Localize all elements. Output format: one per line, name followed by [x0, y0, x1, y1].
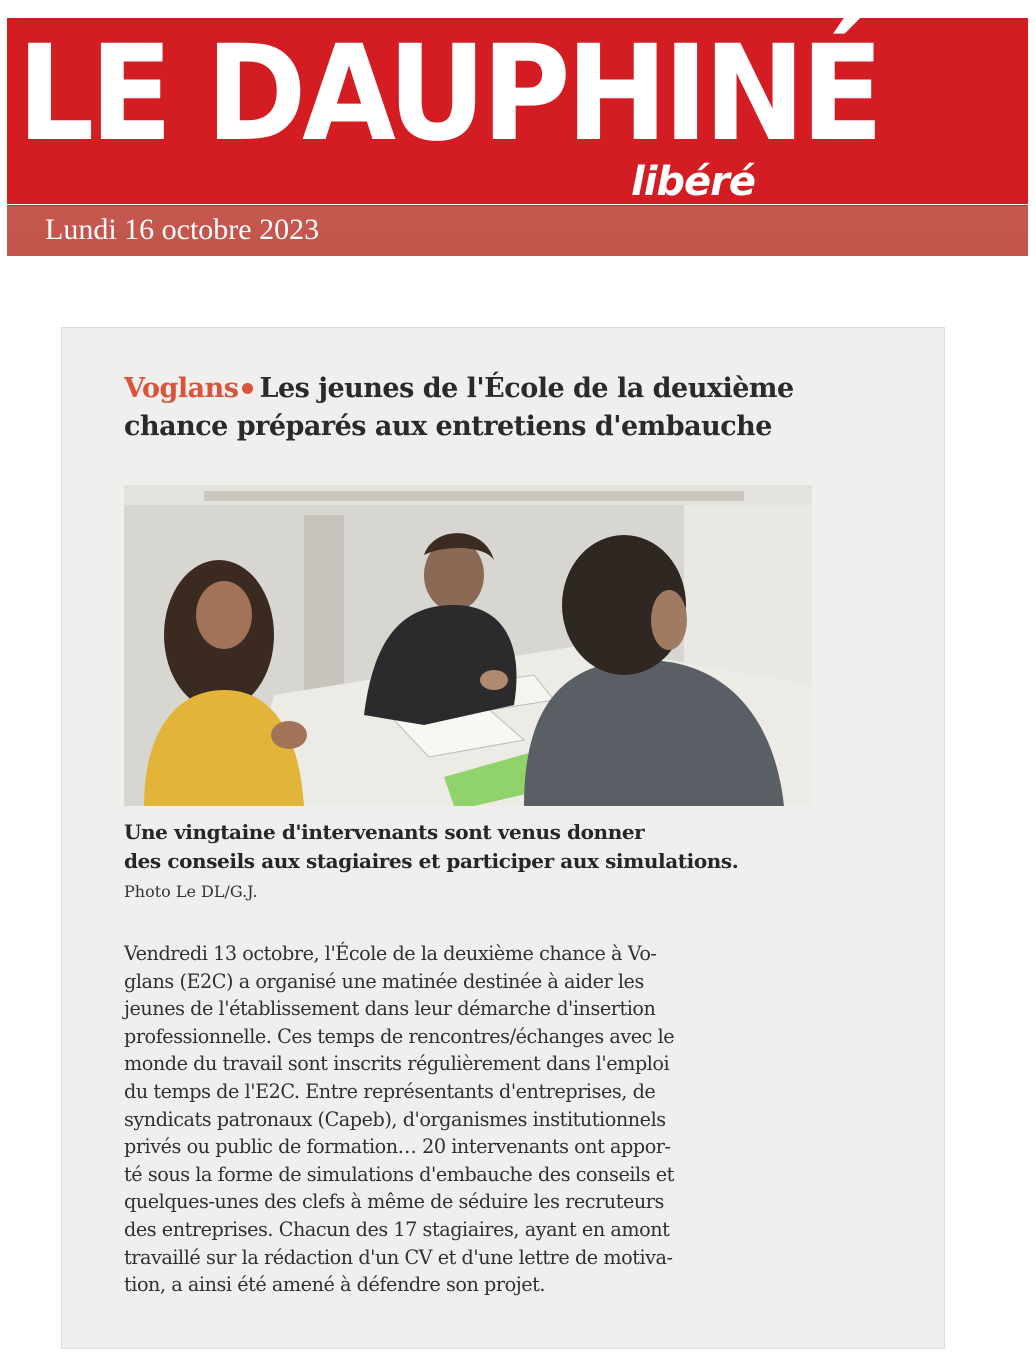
body-line: Vendredi 13 octobre, l'École de la deuxième chance à Vo- [124, 942, 657, 965]
caption-line-1: Une vingtaine d'intervenants sont venus donner [124, 820, 645, 844]
article-kicker: Voglans [124, 373, 239, 404]
body-line: monde du travail sont inscrits régulièrement dans l'emploi [124, 1052, 670, 1076]
article-body [124, 940, 844, 1299]
body-line: travaillé sur la rédaction d'un CV et d'une lettre de motiva- [124, 1245, 673, 1269]
caption-line-2: des conseils aux stagiaires et participer aux simulations. [124, 849, 739, 873]
kicker-bullet-icon [242, 383, 253, 394]
body-line: tion, a ainsi été amené à défendre son projet. [124, 1273, 546, 1297]
body-line: quelques-unes des clefs à même de séduire les recruteurs [124, 1190, 664, 1214]
newspaper-logo-title: LE DAUPHINÉ [17, 17, 880, 171]
body-line: jeunes de l'établissement dans leur démarche d'insertion [124, 997, 656, 1021]
headline-line-1: Les jeunes de l'École de la deuxième [259, 373, 794, 404]
body-line: des entreprises. Chacun des 17 stagiaires, ayant en amont [124, 1217, 670, 1241]
article-clipping [61, 327, 945, 1349]
headline-line-2: chance préparés aux entretiens d'embauche [124, 411, 772, 442]
body-line: professionnelle. Ces temps de rencontres/échanges avec le [124, 1024, 675, 1048]
body-line: du temps de l'E2C. Entre représentants d'entreprises, de [124, 1079, 656, 1103]
photo-caption [124, 818, 884, 876]
article-photo [124, 485, 812, 806]
publication-date: Lundi 16 octobre 2023 [45, 213, 320, 246]
body-line: glans (E2C) a organisé une matinée destinée à aider les [124, 969, 644, 993]
body-line: syndicats patronaux (Capeb), d'organismes institutionnels [124, 1107, 666, 1131]
body-line: té sous la forme de simulations d'embauche des conseils et [124, 1162, 674, 1186]
body-line: privés ou public de formation… 20 intervenants ont appor- [124, 1135, 671, 1159]
masthead [7, 18, 1028, 204]
date-bar [7, 205, 1028, 256]
article-headline [124, 370, 924, 446]
newspaper-logo-subtitle: libéré [631, 159, 756, 205]
photo-credit: Photo Le DL/G.J. [124, 882, 258, 901]
